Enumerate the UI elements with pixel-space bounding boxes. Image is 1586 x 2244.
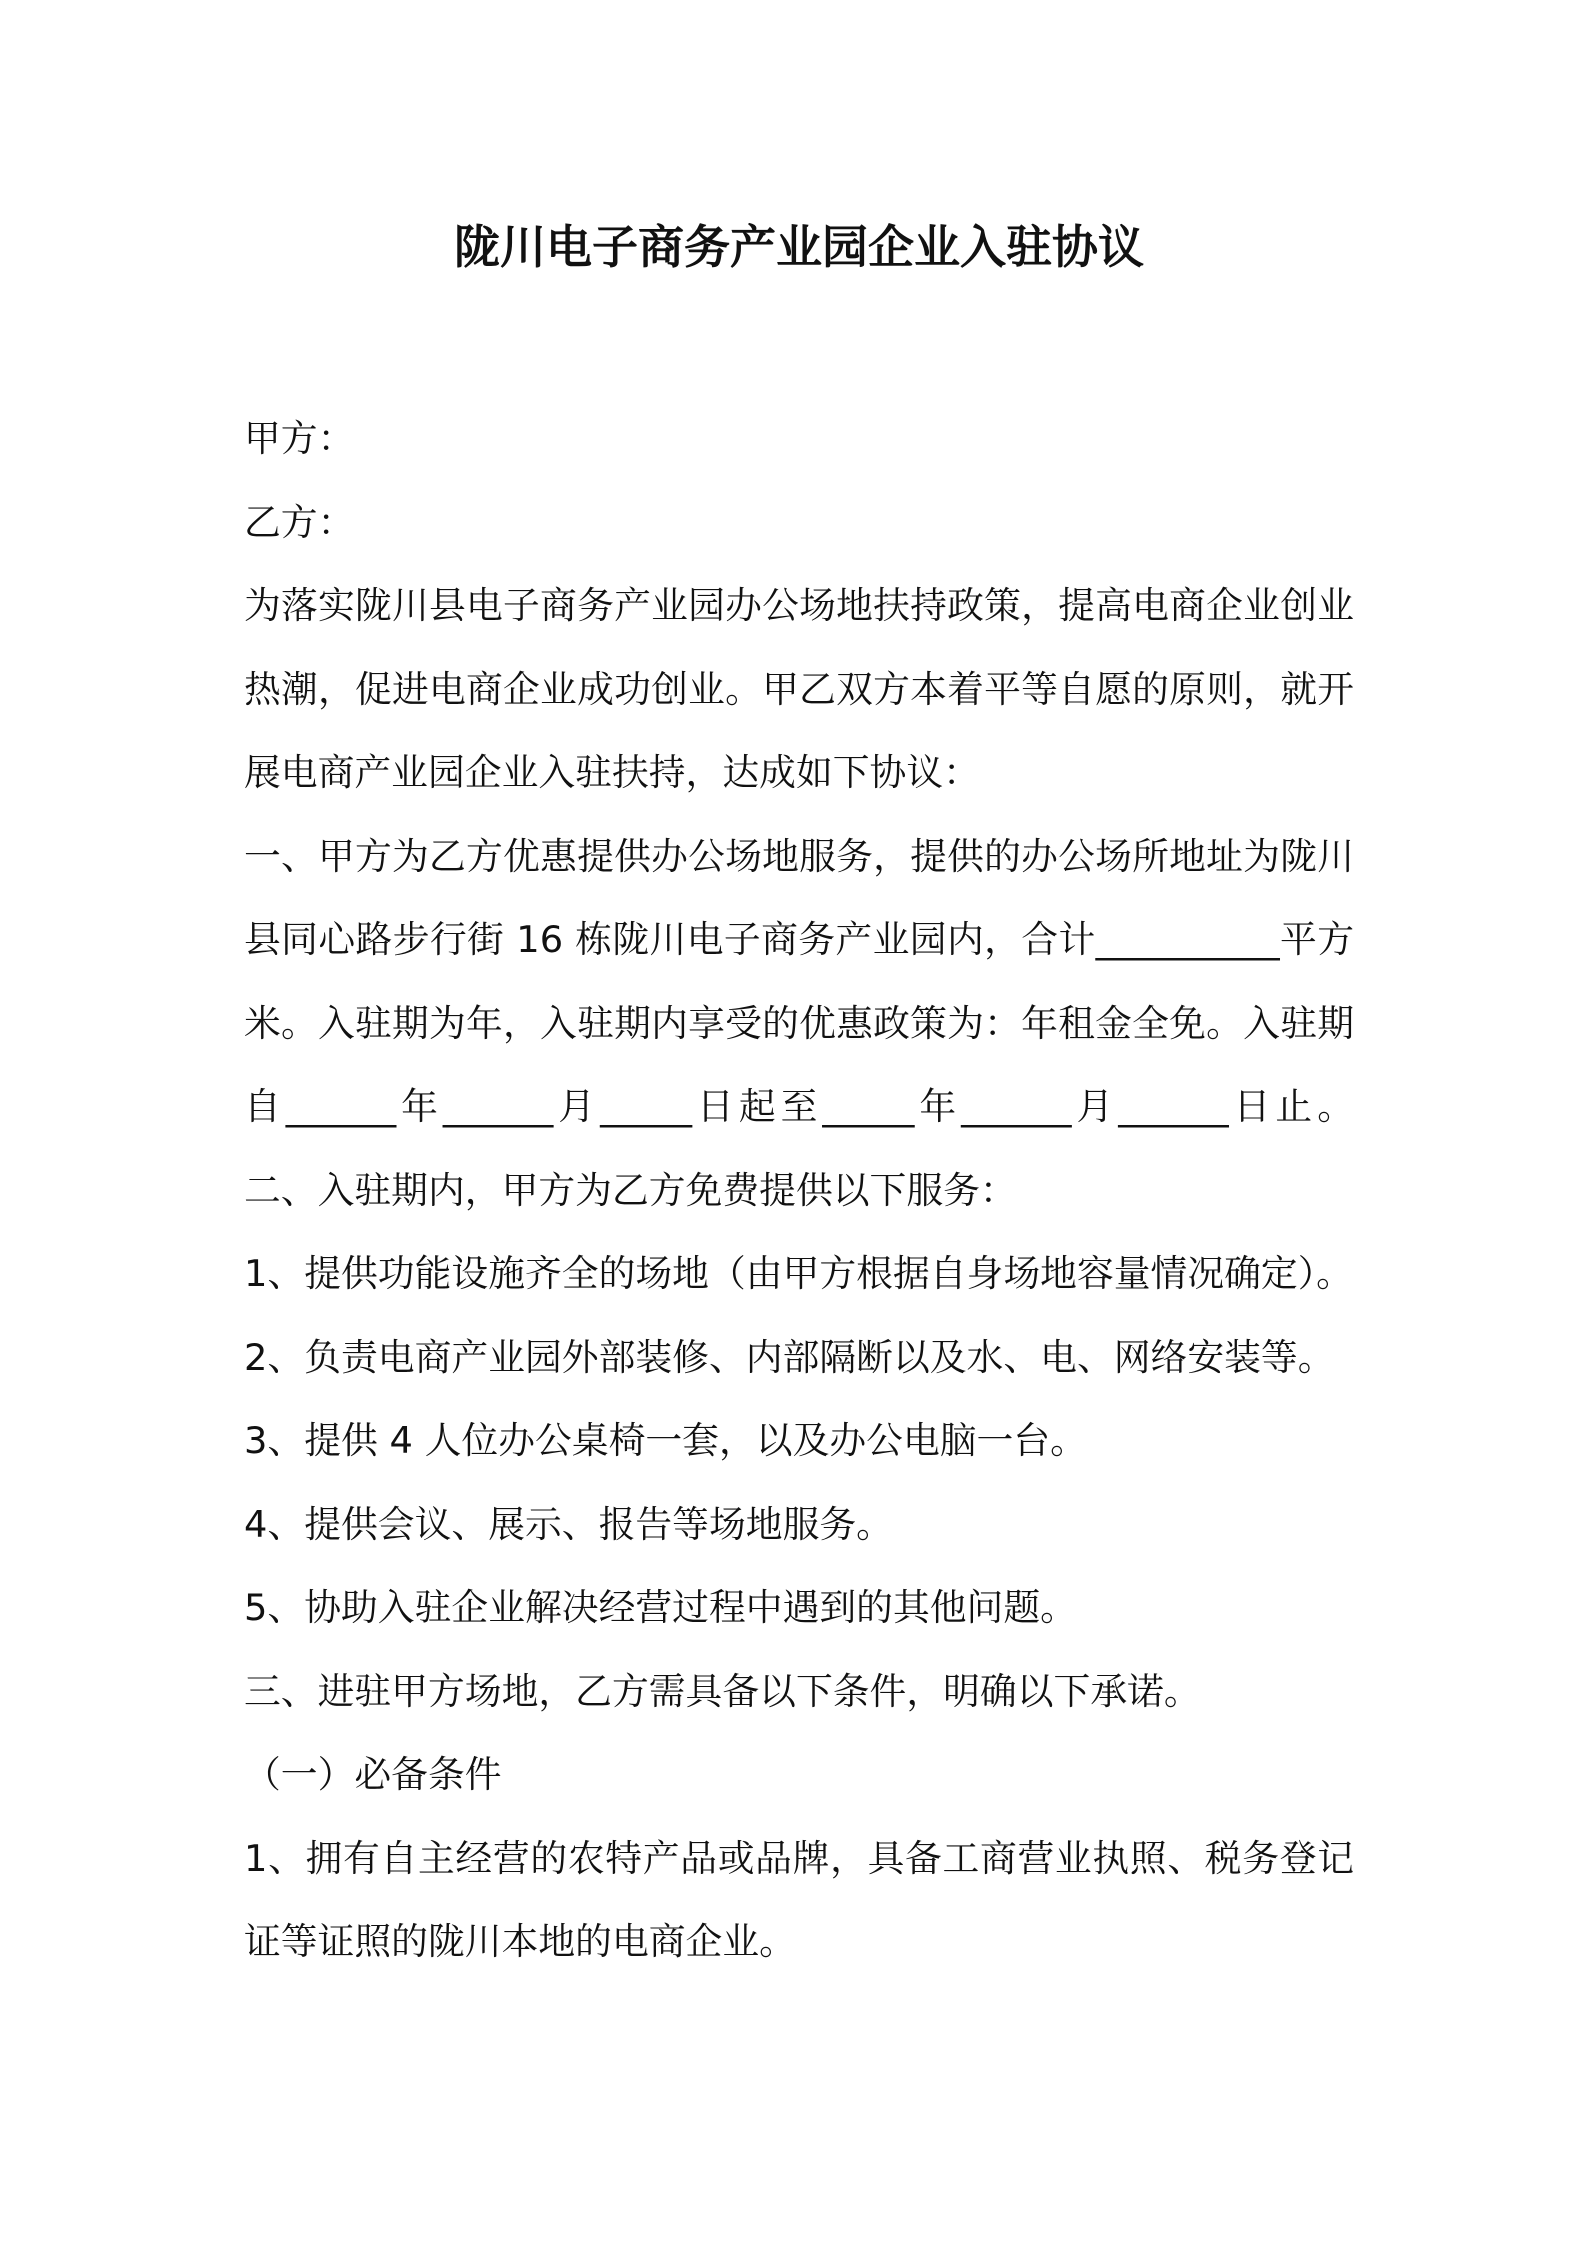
- party-a-line: 甲方：: [244, 417, 355, 460]
- clause-1-date-line: 自______年______月_____日起至_____年______月______日止。: [244, 1085, 1354, 1128]
- document-title: 陇川电子商务产业园企业入驻协议: [454, 220, 1144, 274]
- clause-3-item-line: 1、拥有自主经营的农特产品或品牌，具备工商营业执照、税务登记: [244, 1836, 1354, 1880]
- clause-2-item: 1、提供功能设施齐全的场地（由甲方根据自身场地容量情况确定）。: [244, 1252, 1353, 1295]
- preamble-paragraph: [244, 564, 1354, 815]
- clause-2-item: 4、提供会议、展示、报告等场地服务。: [244, 1502, 893, 1546]
- clause-3-item-line: 证等证照的陇川本地的电商企业。: [244, 1920, 796, 1963]
- clause-2-item: 3、提供 4 人位办公桌椅一套，以及办公电脑一台。: [244, 1419, 1087, 1462]
- clause-1-line: 县同心路步行街 16 栋陇川电子商务产业园内，合计__________平方: [244, 918, 1354, 961]
- clause-2-item: 5、协助入驻企业解决经营过程中遇到的其他问题。: [244, 1586, 1077, 1629]
- clause-1-paragraph: [244, 815, 1354, 1149]
- clause-1-line: 一、甲方为乙方优惠提供办公场地服务，提供的办公场所地址为陇川: [244, 834, 1354, 878]
- preamble-line: 热潮，促进电商企业成功创业。甲乙双方本着平等自愿的原则，就开: [244, 667, 1354, 711]
- preamble-line: 为落实陇川县电子商务产业园办公场地扶持政策，提高电商企业创业: [244, 584, 1354, 627]
- clause-3-subheading: （一）必备条件: [244, 1753, 502, 1796]
- clause-2-heading: 二、入驻期内，甲方为乙方免费提供以下服务：: [244, 1168, 1017, 1212]
- clause-2-list: [244, 1232, 1354, 1650]
- clause-1-line: 米。入驻期为年，入驻期内享受的优惠政策为：年租金全免。入驻期: [244, 1001, 1354, 1045]
- document-body: [244, 397, 1354, 1984]
- clause-2-item: 2、负责电商产业园外部装修、内部隔断以及水、电、网络安装等。: [244, 1335, 1335, 1379]
- preamble-line: 展电商产业园企业入驻扶持，达成如下协议：: [244, 751, 980, 794]
- clause-3-item-1-paragraph: [244, 1817, 1354, 1984]
- clause-3-heading: 三、进驻甲方场地，乙方需具备以下条件，明确以下承诺。: [244, 1669, 1201, 1713]
- party-b-line: 乙方：: [244, 500, 355, 544]
